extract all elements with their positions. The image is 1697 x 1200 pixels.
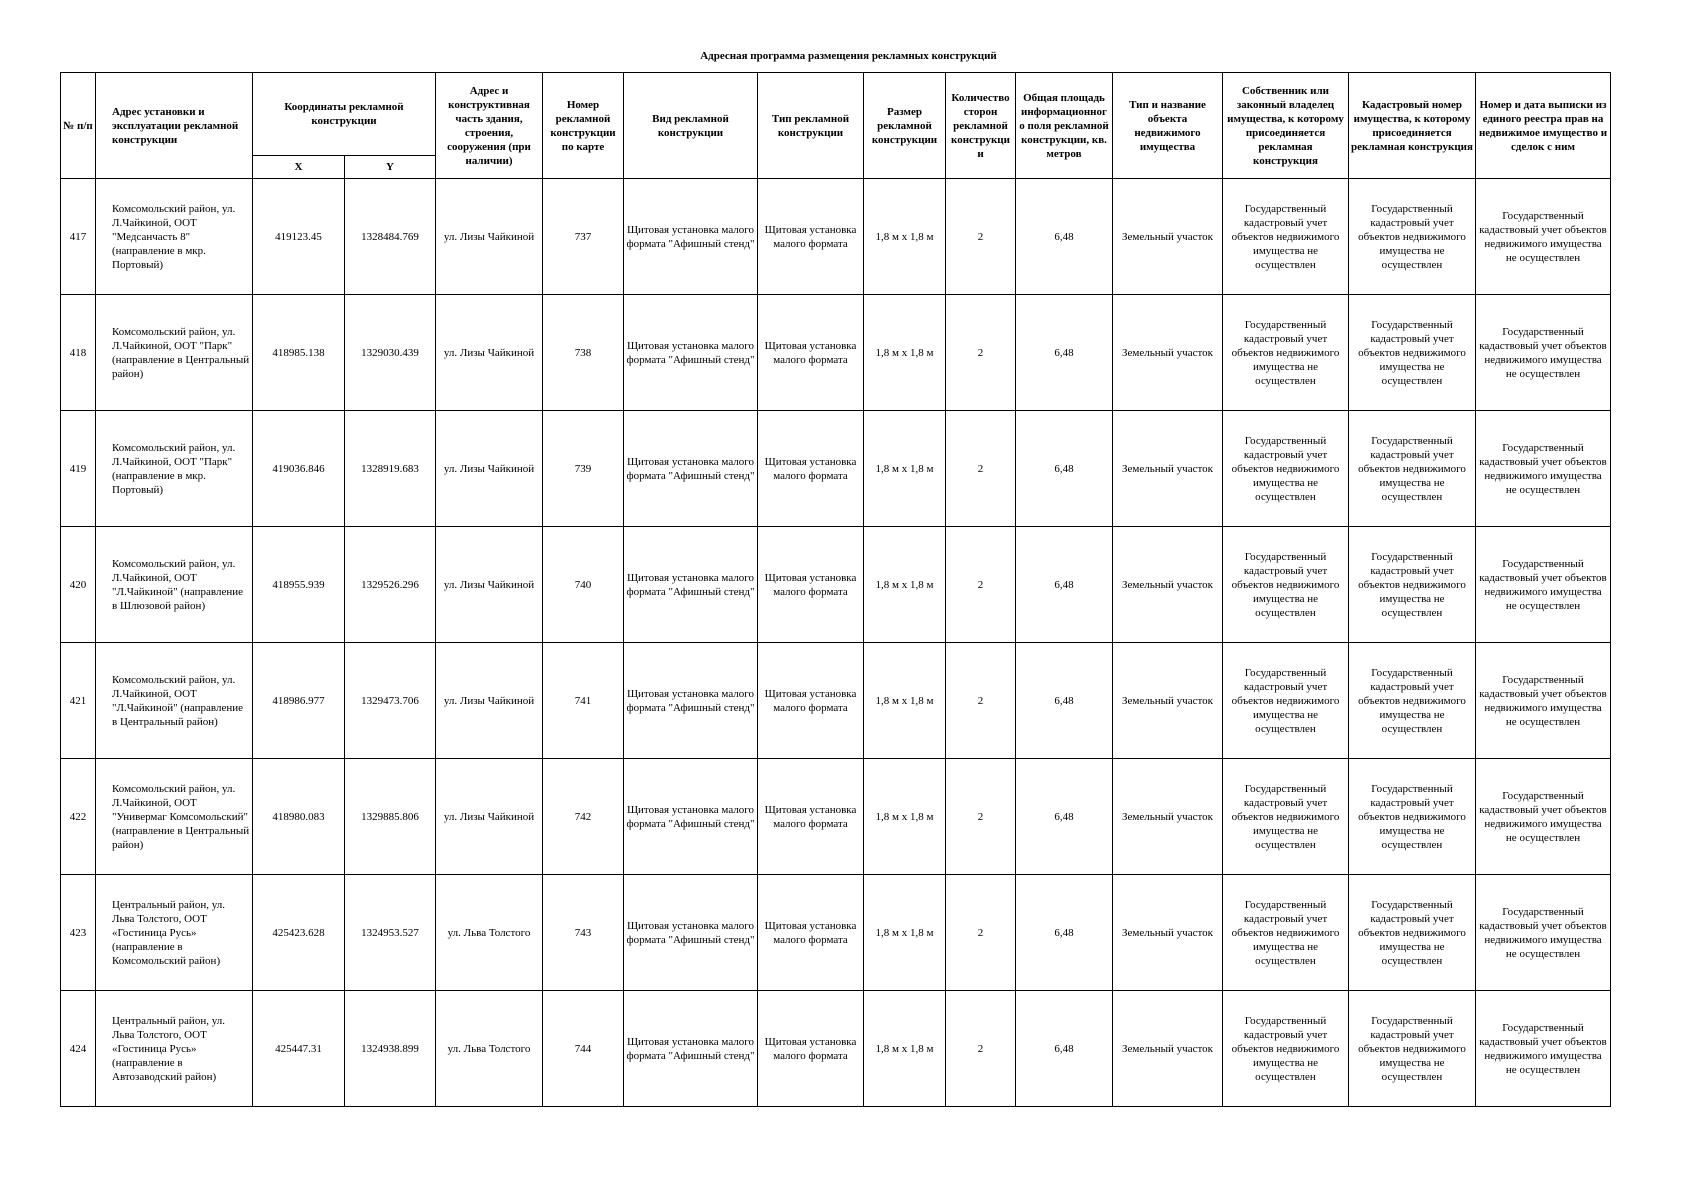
cell-num: 422 [61,759,96,875]
cell-sides: 2 [946,411,1016,527]
table-row [61,295,1611,411]
header-map-no: Номер рекламной конструкции по карте [543,73,624,179]
table-row [61,179,1611,295]
cell-sides: 2 [946,875,1016,991]
cell-area: 6,48 [1016,295,1113,411]
cell-area: 6,48 [1016,875,1113,991]
header-kind: Вид рекламной конструкции [624,73,758,179]
cell-kind: Щитовая установка малого формата "Афишный стенд" [624,759,758,875]
cell-property: Земельный участок [1113,759,1223,875]
cell-area: 6,48 [1016,179,1113,295]
cell-building: ул. Льва Толстого [436,875,543,991]
cell-map-no: 738 [543,295,624,411]
header-y: Y [345,156,436,179]
cell-y: 1324938.899 [345,991,436,1107]
cell-cadastral: Государственный кадастровый учет объектов недвижимого имущества не осуществлен [1349,527,1476,643]
cell-address: Комсомольский район, ул. Л.Чайкиной, ООТ "Л.Чайкиной" (направление в Шлюзовой район) [96,527,253,643]
table-header [61,73,1611,179]
table-row [61,875,1611,991]
cell-type: Щитовая установка малого формата [758,527,864,643]
cell-sides: 2 [946,759,1016,875]
cell-owner: Государственный кадастровый учет объектов недвижимого имущества не осуществлен [1223,875,1349,991]
cell-type: Щитовая установка малого формата [758,875,864,991]
cell-area: 6,48 [1016,759,1113,875]
cell-size: 1,8 м х 1,8 м [864,527,946,643]
cell-y: 1324953.527 [345,875,436,991]
cell-x: 425447.31 [253,991,345,1107]
cell-x: 418986.977 [253,643,345,759]
cell-cadastral: Государственный кадастровый учет объектов недвижимого имущества не осуществлен [1349,991,1476,1107]
header-registry: Номер и дата выписки из единого реестра прав на недвижимое имущество и сделок с ним [1476,73,1611,179]
header-x: X [253,156,345,179]
header-owner: Собственник или законный владелец имущества, к которому присоединяется рекламная конструкция [1223,73,1349,179]
cell-num: 420 [61,527,96,643]
cell-type: Щитовая установка малого формата [758,759,864,875]
cell-area: 6,48 [1016,643,1113,759]
cell-area: 6,48 [1016,527,1113,643]
header-address: Адрес установки и эксплуатации рекламной конструкции [96,73,253,179]
cell-sides: 2 [946,295,1016,411]
header-area: Общая площадь информационног о поля рекламной конструкции, кв. метров [1016,73,1113,179]
cell-property: Земельный участок [1113,179,1223,295]
cell-address: Центральный район, ул. Льва Толстого, ООТ «Гостиница Русь» (направление в Комсомольский район) [96,875,253,991]
cell-num: 417 [61,179,96,295]
cell-property: Земельный участок [1113,875,1223,991]
cell-sides: 2 [946,179,1016,295]
cell-size: 1,8 м х 1,8 м [864,411,946,527]
cell-building: ул. Лизы Чайкиной [436,527,543,643]
cell-owner: Государственный кадастровый учет объектов недвижимого имущества не осуществлен [1223,295,1349,411]
cell-sides: 2 [946,991,1016,1107]
cell-size: 1,8 м х 1,8 м [864,179,946,295]
header-cadastral: Кадастровый номер имущества, к которому присоединяется рекламная конструкция [1349,73,1476,179]
cell-building: ул. Лизы Чайкиной [436,295,543,411]
cell-num: 421 [61,643,96,759]
table-row [61,527,1611,643]
cell-cadastral: Государственный кадастровый учет объектов недвижимого имущества не осуществлен [1349,875,1476,991]
cell-y: 1328484.769 [345,179,436,295]
cell-area: 6,48 [1016,411,1113,527]
cell-registry: Государственный кадаствовый учет объектов недвижимого имущества не осуществлен [1476,875,1611,991]
cell-owner: Государственный кадастровый учет объектов недвижимого имущества не осуществлен [1223,527,1349,643]
cell-building: ул. Льва Толстого [436,991,543,1107]
cell-map-no: 740 [543,527,624,643]
cell-num: 423 [61,875,96,991]
cell-registry: Государственный кадаствовый учет объектов недвижимого имущества не осуществлен [1476,527,1611,643]
cell-type: Щитовая установка малого формата [758,295,864,411]
cell-x: 418955.939 [253,527,345,643]
header-coords: Координаты рекламной конструкции [253,73,436,156]
cell-building: ул. Лизы Чайкиной [436,411,543,527]
cell-type: Щитовая установка малого формата [758,179,864,295]
cell-registry: Государственный кадаствовый учет объектов недвижимого имущества не осуществлен [1476,643,1611,759]
cell-x: 419123.45 [253,179,345,295]
cell-y: 1329526.296 [345,527,436,643]
cell-building: ул. Лизы Чайкиной [436,179,543,295]
cell-cadastral: Государственный кадастровый учет объектов недвижимого имущества не осуществлен [1349,411,1476,527]
table-row [61,991,1611,1107]
cell-area: 6,48 [1016,991,1113,1107]
header-property: Тип и название объекта недвижимого имущества [1113,73,1223,179]
cell-kind: Щитовая установка малого формата "Афишный стенд" [624,643,758,759]
header-type: Тип рекламной конструкции [758,73,864,179]
cell-owner: Государственный кадастровый учет объектов недвижимого имущества не осуществлен [1223,179,1349,295]
cell-owner: Государственный кадастровый учет объектов недвижимого имущества не осуществлен [1223,411,1349,527]
cell-size: 1,8 м х 1,8 м [864,875,946,991]
cell-address: Комсомольский район, ул. Л.Чайкиной, ООТ "Универмаг Комсомольский" (направление в Центральный район) [96,759,253,875]
cell-kind: Щитовая установка малого формата "Афишный стенд" [624,875,758,991]
cell-registry: Государственный кадаствовый учет объектов недвижимого имущества не осуществлен [1476,295,1611,411]
table-row [61,411,1611,527]
table-row [61,643,1611,759]
cell-map-no: 743 [543,875,624,991]
cell-address: Комсомольский район, ул. Л.Чайкиной, ООТ "Парк" (направление в мкр. Портовый) [96,411,253,527]
cell-cadastral: Государственный кадастровый учет объектов недвижимого имущества не осуществлен [1349,295,1476,411]
header-size: Размер рекламной конструкции [864,73,946,179]
cell-kind: Щитовая установка малого формата "Афишный стенд" [624,411,758,527]
cell-kind: Щитовая установка малого формата "Афишный стенд" [624,179,758,295]
cell-map-no: 744 [543,991,624,1107]
cell-building: ул. Лизы Чайкиной [436,759,543,875]
cell-size: 1,8 м х 1,8 м [864,759,946,875]
cell-building: ул. Лизы Чайкиной [436,643,543,759]
cell-map-no: 737 [543,179,624,295]
cell-address: Комсомольский район, ул. Л.Чайкиной, ООТ "Медсанчасть 8" (направление в мкр. Портовый) [96,179,253,295]
cell-type: Щитовая установка малого формата [758,643,864,759]
cell-owner: Государственный кадастровый учет объектов недвижимого имущества не осуществлен [1223,759,1349,875]
cell-num: 419 [61,411,96,527]
cell-size: 1,8 м х 1,8 м [864,991,946,1107]
advertising-structures-table [60,72,1611,1107]
cell-address: Центральный район, ул. Льва Толстого, ООТ «Гостиница Русь» (направление в Автозаводский район) [96,991,253,1107]
table-body [61,179,1611,1107]
cell-address: Комсомольский район, ул. Л.Чайкиной, ООТ "Парк" (направление в Центральный район) [96,295,253,411]
cell-owner: Государственный кадастровый учет объектов недвижимого имущества не осуществлен [1223,991,1349,1107]
cell-y: 1329473.706 [345,643,436,759]
table-row [61,759,1611,875]
cell-property: Земельный участок [1113,643,1223,759]
cell-type: Щитовая установка малого формата [758,411,864,527]
cell-registry: Государственный кадаствовый учет объектов недвижимого имущества не осуществлен [1476,179,1611,295]
cell-registry: Государственный кадаствовый учет объектов недвижимого имущества не осуществлен [1476,759,1611,875]
cell-sides: 2 [946,527,1016,643]
cell-x: 418980.083 [253,759,345,875]
cell-num: 418 [61,295,96,411]
cell-property: Земельный участок [1113,527,1223,643]
cell-property: Земельный участок [1113,991,1223,1107]
cell-cadastral: Государственный кадастровый учет объектов недвижимого имущества не осуществлен [1349,759,1476,875]
cell-type: Щитовая установка малого формата [758,991,864,1107]
cell-num: 424 [61,991,96,1107]
cell-property: Земельный участок [1113,411,1223,527]
cell-y: 1328919.683 [345,411,436,527]
header-sides: Количество сторон рекламной конструкции [946,73,1016,179]
header-num: № п/п [61,73,96,179]
header-building: Адрес и конструктивная часть здания, строения, сооружения (при наличии) [436,73,543,179]
cell-y: 1329885.806 [345,759,436,875]
cell-x: 418985.138 [253,295,345,411]
cell-map-no: 739 [543,411,624,527]
cell-registry: Государственный кадаствовый учет объектов недвижимого имущества не осуществлен [1476,991,1611,1107]
cell-size: 1,8 м х 1,8 м [864,295,946,411]
cell-kind: Щитовая установка малого формата "Афишный стенд" [624,991,758,1107]
cell-kind: Щитовая установка малого формата "Афишный стенд" [624,527,758,643]
cell-owner: Государственный кадастровый учет объектов недвижимого имущества не осуществлен [1223,643,1349,759]
cell-cadastral: Государственный кадастровый учет объектов недвижимого имущества не осуществлен [1349,179,1476,295]
cell-y: 1329030.439 [345,295,436,411]
cell-map-no: 742 [543,759,624,875]
cell-cadastral: Государственный кадастровый учет объектов недвижимого имущества не осуществлен [1349,643,1476,759]
cell-x: 419036.846 [253,411,345,527]
page-title: Адресная программа размещения рекламных конструкций [700,50,997,62]
cell-registry: Государственный кадаствовый учет объектов недвижимого имущества не осуществлен [1476,411,1611,527]
cell-x: 425423.628 [253,875,345,991]
cell-property: Земельный участок [1113,295,1223,411]
cell-size: 1,8 м х 1,8 м [864,643,946,759]
cell-map-no: 741 [543,643,624,759]
cell-kind: Щитовая установка малого формата "Афишный стенд" [624,295,758,411]
cell-sides: 2 [946,643,1016,759]
cell-address: Комсомольский район, ул. Л.Чайкиной, ООТ "Л.Чайкиной" (направление в Центральный район) [96,643,253,759]
